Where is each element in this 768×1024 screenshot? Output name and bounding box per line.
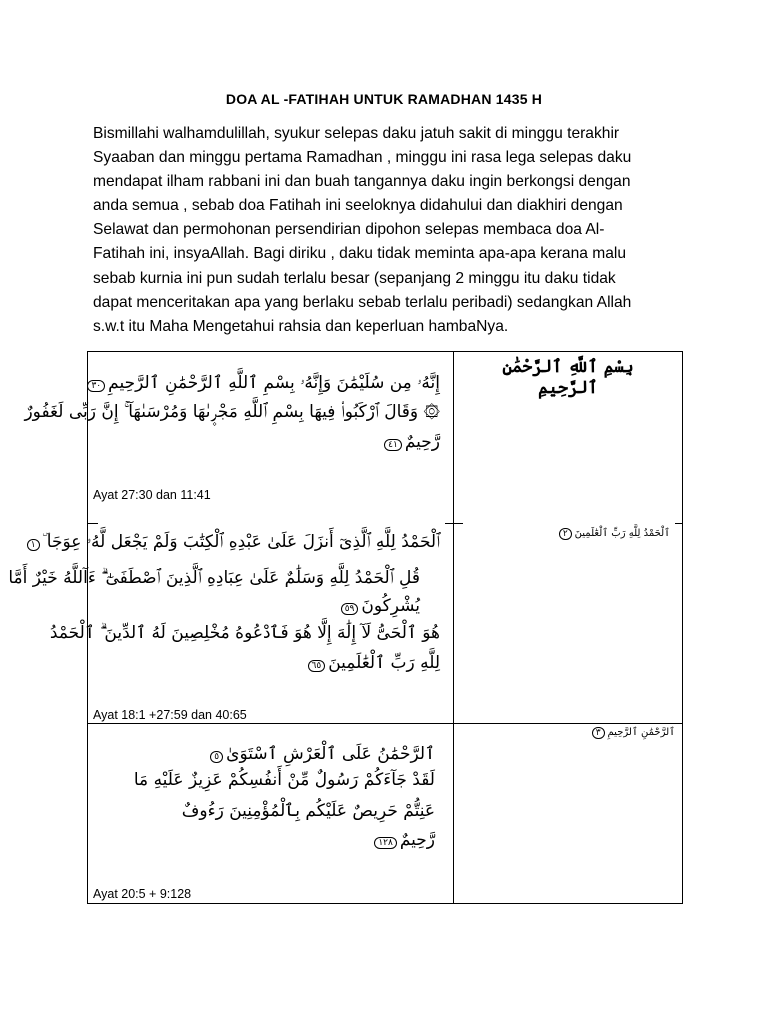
verse-line: لِلَّهِ رَبِّ ٱلْعَٰلَمِينَ٦٥ [250,652,440,673]
verse-line: إِنَّهُۥ مِن سُلَيْمَٰنَ وَإِنَّهُۥ بِسْمِ ٱللَّهِ ٱلرَّحْمَٰنِ ٱلرَّحِيمِ٣٠ [150,372,440,393]
ayah-number: ٦٥ [308,660,326,672]
intro-line: Bismillahi walhamdulillah, syukur selepas daku jatuh sakit di minggu terakhir [93,125,620,142]
intro-line: dapat menceritakan apa yang berlaku sebab terlalu peribadi) sedangkan Allah [93,293,632,311]
intro-line: anda semua , sebab doa Fatihah ini seeloknya didahului dan diakhiri dengan [93,197,623,215]
verse-line: ٱلرَّحْمَٰنُ عَلَى ٱلْعَرْشِ ٱسْتَوَىٰ٥ [260,743,435,764]
verse-line: لَقَدْ جَآءَكُمْ رَسُولٌ مِّنْ أَنفُسِكُمْ عَزِيزٌ عَلَيْهِ مَا [133,770,435,790]
table-border-bottom [87,903,683,904]
table-border-top [87,351,683,352]
page-title: DOA AL -FATIHAH UNTUK RAMADHAN 1435 H [225,91,543,107]
verse-line: هُوَ ٱلْحَىُّ لَآ إِلَٰهَ إِلَّا هُوَ فَٱدْعُوهُ مُخْلِصِينَ لَهُ ٱلدِّينَ ۗ ٱلْحَمْدُ [49,623,440,643]
intro-line: Syaaban dan minggu pertama Ramadhan , minggu ini rasa lega selepas daku [93,149,632,167]
ayah-number: ٢ [559,528,572,540]
ayah-number: ٥٩ [341,603,359,615]
intro-line: s.w.t itu Maha Mengetahui rahsia dan keperluan hambaNya. [93,317,509,335]
verse-line: قُلِ ٱلْحَمْدُ لِلَّهِ وَسَلَٰمٌ عَلَىٰ عِبَادِهِ ٱلَّذِينَ ٱصْطَفَىٰٓ ۗ ءَآللَّهُ خَيْرٌ أَمَّا [8,568,420,588]
intro-line: mendapat ilham rabbani ini dan buah tangannya daku ingin berkongsi dengan [93,173,631,191]
verse-line: عَنِتُّمْ حَرِيصٌ عَلَيْكُم بِٱلْمُؤْمِنِينَ رَءُوفٌ [181,801,435,821]
table-row-tick [445,523,463,524]
bismillah-calligraphy: بِسْمِ ٱللَّهِ ٱلرَّحْمَٰنِ ٱلرَّحِيمِ [502,357,634,398]
verse-line: يُشْرِكُونَ٥٩ [280,596,420,616]
ayah-number: ١ [27,539,40,551]
verse-line: رَّحِيمٌ١٢٨ [300,830,435,850]
table-row-tick [87,523,98,524]
table-row-divider [87,723,683,724]
table-divider-vertical [453,351,454,904]
verse-line: ٱلْحَمْدُ لِلَّهِ ٱلَّذِىٓ أَنزَلَ عَلَىٰ عَبْدِهِ ٱلْكِتَٰبَ وَلَمْ يَجْعَل لَّهُۥ عِوَجَا ۜ١ [120,532,440,552]
verse-line: ٱلْحَمْدُ لِلَّهِ رَبِّ ٱلْعَٰلَمِينَ٢ [520,528,670,540]
verse-caption: Ayat 18:1 +27:59 dan 40:65 [93,708,247,722]
ayah-number: ٤١ [384,439,402,451]
ayah-number: ٥ [210,751,223,763]
ayah-number: ٣٠ [87,380,105,392]
table-row-tick [675,523,683,524]
intro-line: Fatihah ini, insyaAllah. Bagi diriku , daku tidak meminta apa-apa kerana malu [93,245,627,263]
verse-line: ۞ وَقَالَ ٱرْكَبُوا۟ فِيهَا بِسْمِ ٱللَّهِ مَجْر۪ىٰهَا وَمُرْسَىٰهَآ ۚ إِنَّ رَبِّى لَغَفُورٌ [24,402,440,422]
verse-caption: Ayat 20:5 + 9:128 [93,887,192,901]
intro-line: sebab kurnia ini pun sudah terlalu besar (sepanjang 2 minggu itu daku tidak [93,269,616,287]
ayah-number: ١٢٨ [374,837,397,849]
verse-line: رَّحِيمٌ٤١ [300,432,440,452]
ayah-number: ٣ [592,727,605,739]
verse-line: ٱلرَّحْمَٰنِ ٱلرَّحِيمِ٣ [560,727,675,739]
intro-line: Selawat dan permohonan persendirian dipohon selepas membaca doa Al- [93,221,605,239]
verse-caption: Ayat 27:30 dan 11:41 [93,488,211,502]
table-border-right [682,351,683,904]
